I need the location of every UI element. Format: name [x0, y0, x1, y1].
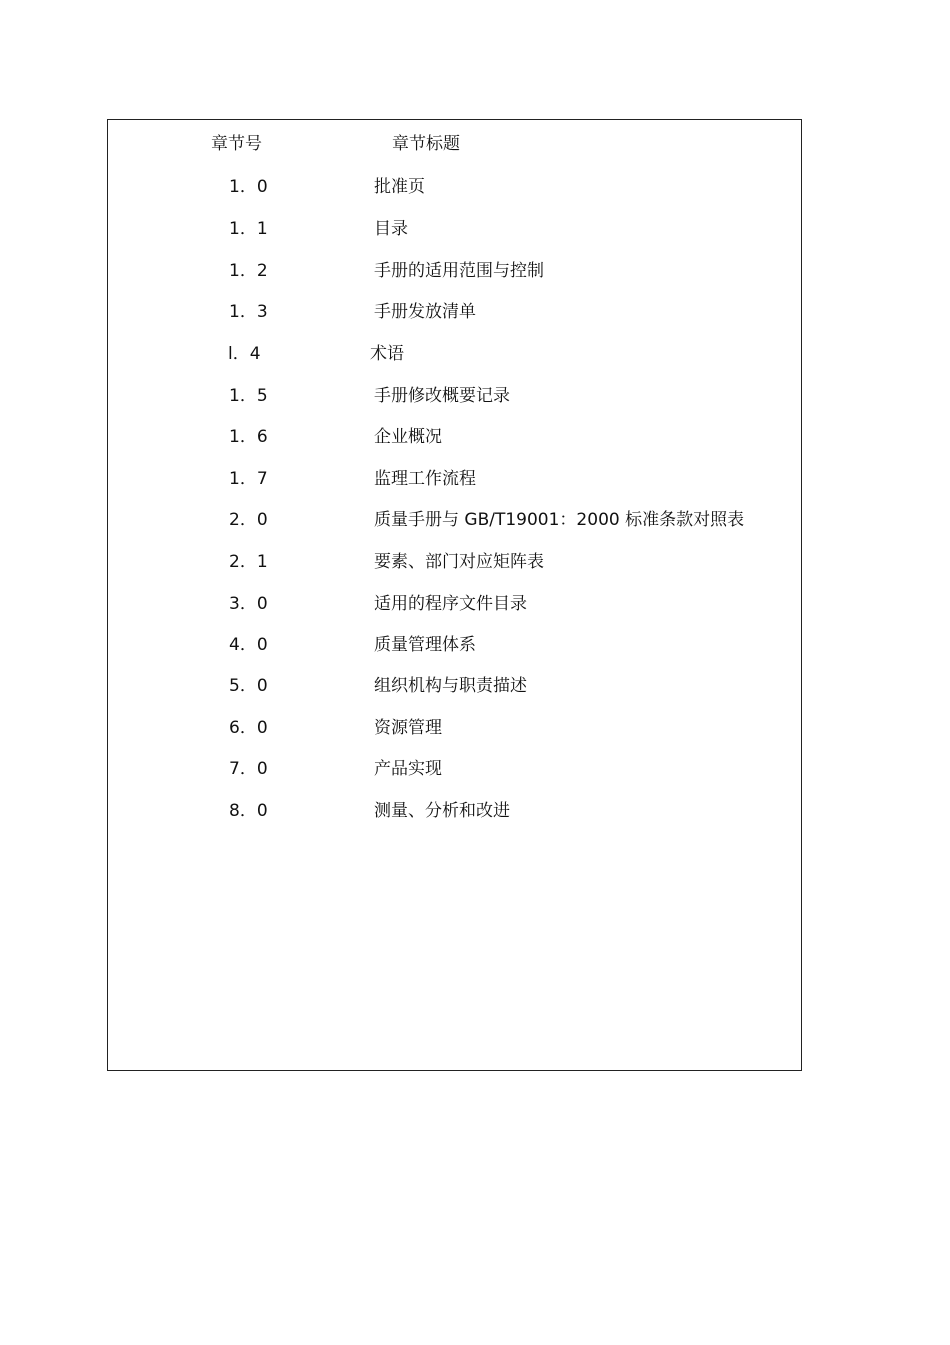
entry-title: 质量手册与 GB/T19001：2000 标准条款对照表	[374, 510, 745, 530]
toc-entry	[0, 174, 950, 200]
header-chapter-title: 章节标题	[392, 134, 460, 154]
toc-entry	[0, 756, 950, 782]
entry-number: 8．0	[229, 801, 268, 821]
entry-number: 3．0	[229, 594, 268, 614]
entry-number: 1．7	[229, 469, 268, 489]
entry-number: 4．0	[229, 635, 268, 655]
entry-number: 1．0	[229, 177, 268, 197]
toc-entry	[0, 216, 950, 242]
toc-entry	[0, 798, 950, 824]
toc-entry	[0, 673, 950, 699]
entry-title: 手册发放清单	[374, 302, 476, 322]
toc-entry	[0, 299, 950, 325]
entry-number: 1．3	[229, 302, 268, 322]
header-chapter-number: 章节号	[211, 134, 262, 154]
entry-number: l．4	[228, 344, 261, 364]
entry-title: 目录	[374, 219, 408, 239]
toc-entry	[0, 591, 950, 617]
toc-entry	[0, 632, 950, 658]
entry-title: 手册修改概要记录	[374, 386, 510, 406]
entry-number: 5．0	[229, 676, 268, 696]
entry-title: 手册的适用范围与控制	[374, 261, 544, 281]
toc-entry	[0, 549, 950, 575]
entry-title: 产品实现	[374, 759, 442, 779]
toc-entry	[0, 258, 950, 284]
toc-entry	[0, 466, 950, 492]
entry-number: 1．2	[229, 261, 268, 281]
entry-title: 术语	[370, 344, 404, 364]
entry-title: 批准页	[374, 177, 425, 197]
toc-entry	[0, 341, 950, 367]
entry-title: 要素、部门对应矩阵表	[374, 552, 544, 572]
entry-number: 7．0	[229, 759, 268, 779]
entry-number: 6．0	[229, 718, 268, 738]
entry-title: 组织机构与职责描述	[374, 676, 527, 696]
entry-number: 1．6	[229, 427, 268, 447]
toc-entry	[0, 507, 950, 533]
toc-entry	[0, 715, 950, 741]
entry-title: 测量、分析和改进	[374, 801, 510, 821]
entry-number: 1．1	[229, 219, 268, 239]
toc-entry	[0, 424, 950, 450]
entry-title: 监理工作流程	[374, 469, 476, 489]
entry-title: 适用的程序文件目录	[374, 594, 527, 614]
entry-title: 资源管理	[374, 718, 442, 738]
toc-entry	[0, 383, 950, 409]
entry-title: 质量管理体系	[374, 635, 476, 655]
entry-title: 企业概况	[374, 427, 442, 447]
entry-number: 1．5	[229, 386, 268, 406]
entry-number: 2．1	[229, 552, 268, 572]
entry-number: 2．0	[229, 510, 268, 530]
